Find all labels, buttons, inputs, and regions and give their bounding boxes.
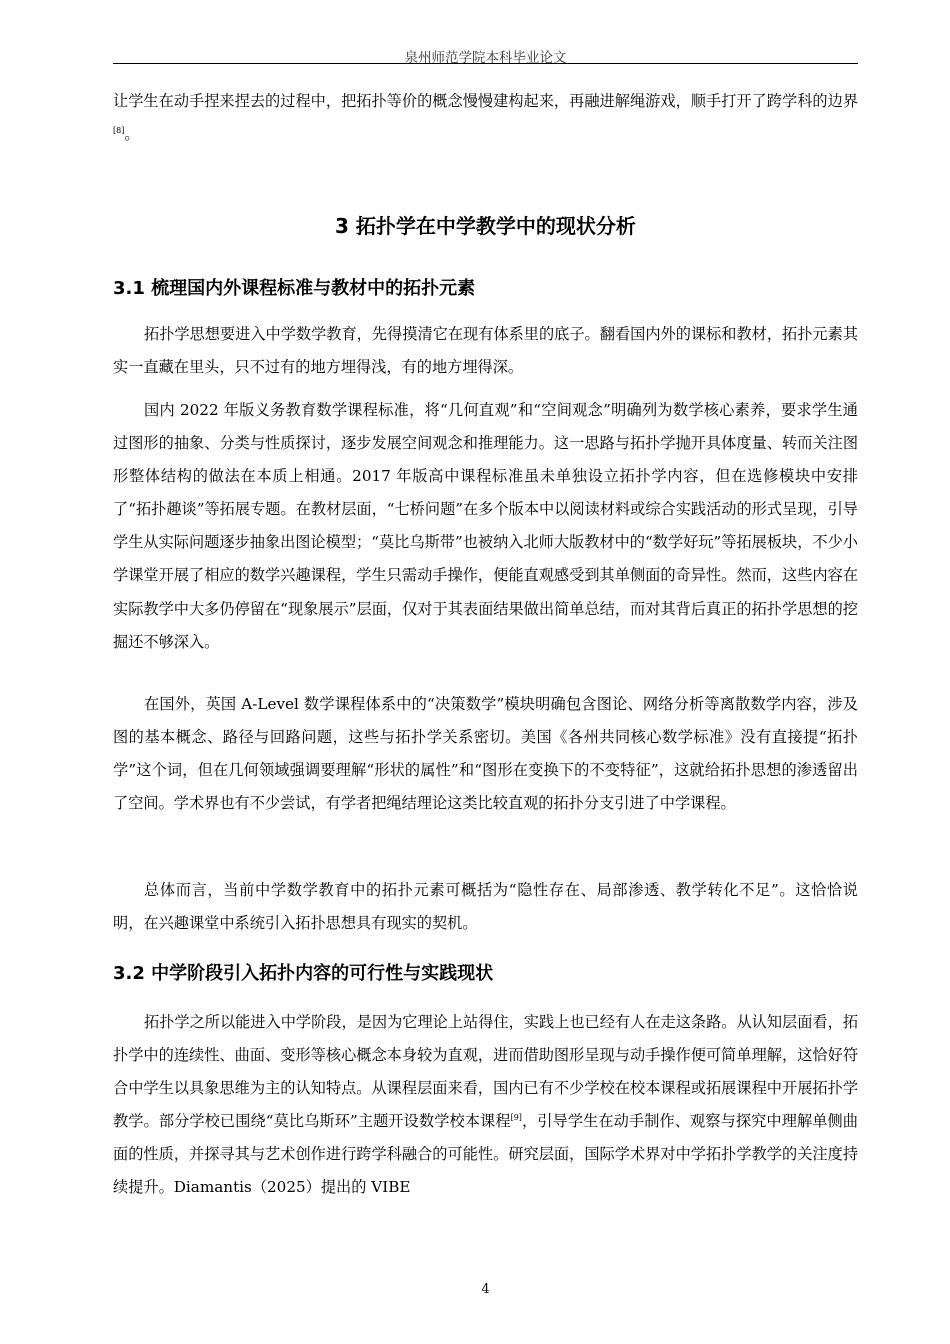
section-3-1-title: 3.1 梳理国内外课程标准与教材中的拓扑元素 <box>113 278 476 299</box>
section-3-2-text-a: 拓扑学之所以能进入中学阶段，是因为它理论上站得住，实践上也已经有人在走这条路。从认知层面看，拓扑学中的连续性、曲面、变形等核心概念本身较为直观，进而借助图形呈现与动手操作便可简单理解，这恰好符合中学生以具象思维为主的认知特点。从课程层面来看，国内已有不少学校在校本课程或拓展课程中开展拓扑学教学。部分学校已围绕“莫比乌斯环”主题开设数学校本课程 <box>113 1013 858 1131</box>
section-3-1-paragraph-2: 国内 2022 年版义务教育数学课程标准，将“几何直观”和“空间观念”明确列为数学核心素养，要求学生通过图形的抽象、分类与性质探讨，逐步发展空间观念和推理能力。这一思路与拓扑学抛开具体度量、转而关注图形整体结构的做法在本质上相通。2017 年版高中课程标准虽未单独设立拓扑学内容，但在选修模块中安排了“拓扑趣谈”等拓展专题。在教材层面，“七桥问题”在多个版本中以阅读材料或综合实践活动的形式呈现，引导学生从实际问题逐步抽象出图论模型；“莫比乌斯带”也被纳入北师大版教材中的“数学好玩”等拓展板块，不少小学课堂开展了相应的数学兴趣课程，学生只需动手操作，便能直观感受到其单侧面的奇异性。然而，这些内容在实际教学中大多仍停留在“现象展示”层面，仅对于其表面结果做出简单总结，而对其背后真正的拓扑学思想的挖掘还不够深入。 <box>113 401 858 651</box>
citation-8: [8] <box>113 126 125 136</box>
page-number: 4 <box>481 1282 490 1297</box>
chapter-title: 3 拓扑学在中学教学中的现状分析 <box>335 214 636 238</box>
section-3-1-paragraph-4: 总体而言，当前中学数学教育中的拓扑元素可概括为“隐性存在、局部渗透、教学转化不足”。这恰恰说明，在兴趣课堂中系统引入拓扑思想具有现实的契机。 <box>113 881 858 933</box>
section-3-2-text-b: ，引导学生在动手制作、观察与探究中理解单侧曲面的性质，并探寻其与艺术创作进行跨学科融合的可能性。研究层面，国际学术界对中学拓扑学教学的关注度持续提升。Diamantis（2025）提出的 VIBE <box>113 1112 858 1197</box>
intro-paragraph <box>113 85 858 151</box>
citation-9: [9] <box>510 1113 522 1123</box>
intro-text: 让学生在动手捏来捏去的过程中，把拓扑等价的概念慢慢建构起来，再融进解绳游戏，顺手打开了跨学科的边界 <box>113 92 858 110</box>
header-divider <box>113 63 858 64</box>
intro-tail: 。 <box>124 125 140 144</box>
running-header: 泉州师范学院本科毕业论文 <box>404 50 567 66</box>
section-3-1-paragraph-1: 拓扑学思想要进入中学数学教育，先得摸清它在现有体系里的底子。翻看国内外的课标和教材，拓扑元素其实一直藏在里头，只不过有的地方埋得浅，有的地方埋得深。 <box>113 325 858 377</box>
section-3-2-paragraph-1 <box>113 1006 858 1205</box>
section-3-1-paragraph-3: 在国外，英国 A-Level 数学课程体系中的“决策数学”模块明确包含图论、网络分析等离散数学内容，涉及图的基本概念、路径与回路问题，这些与拓扑学关系密切。美国《各州共同核心数学标准》没有直接提“拓扑学”这个词，但在几何领域强调要理解“形状的属性”和“图形在变换下的不变特征”，这就给拓扑思想的渗透留出了空间。学术界也有不少尝试，有学者把绳结理论这类比较直观的拓扑分支引进了中学课程。 <box>113 695 858 813</box>
section-3-2-title: 3.2 中学阶段引入拓扑内容的可行性与实践现状 <box>113 963 494 984</box>
